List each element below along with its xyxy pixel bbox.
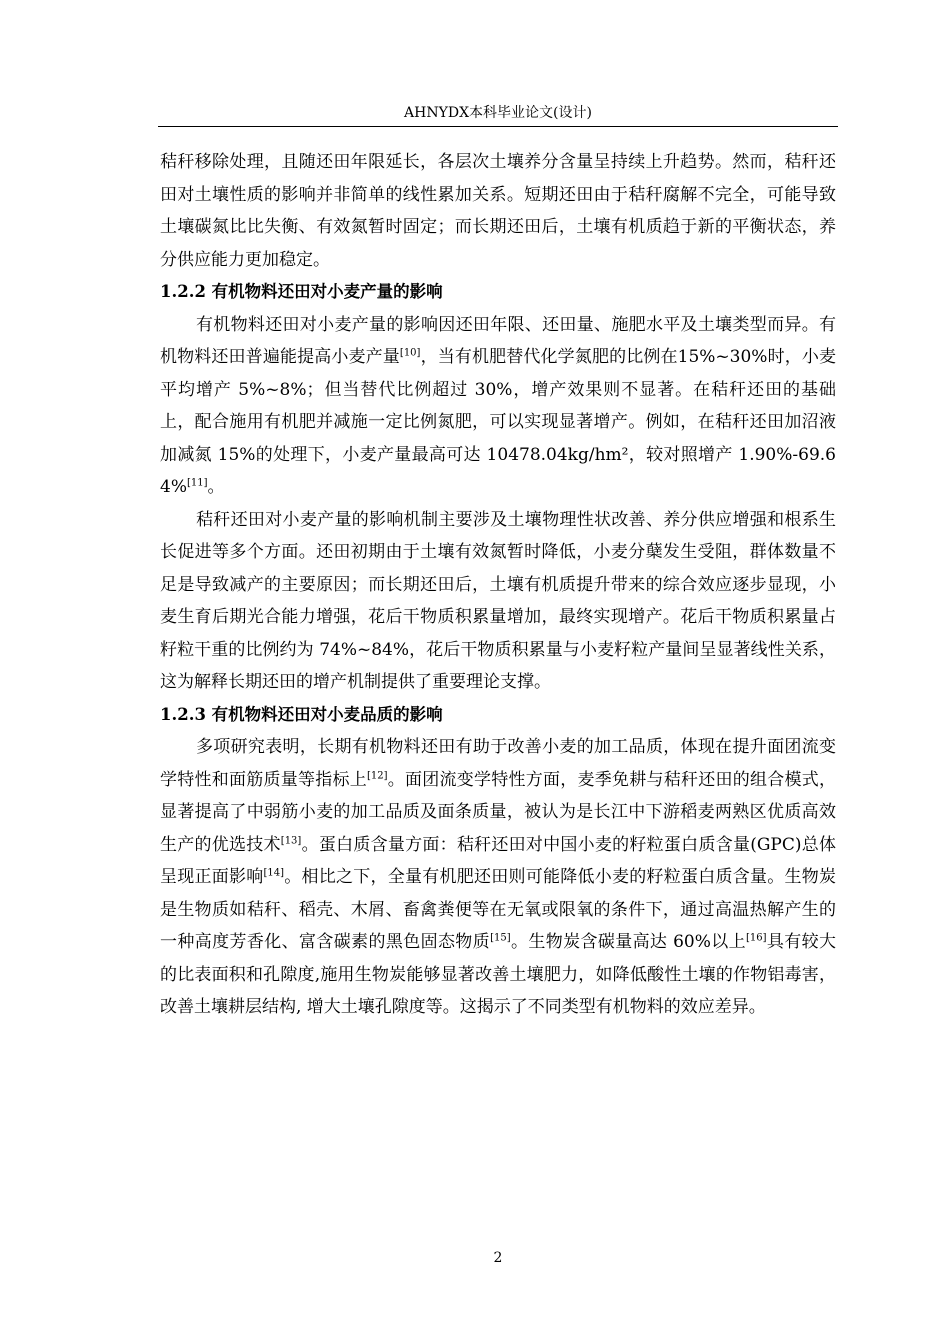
body-text [160,146,836,1024]
paragraph-text: 。 [207,477,225,497]
page-number: 2 [493,1250,503,1266]
paragraph-text: 。蛋白质含量方面：秸秆还田对中国小麦的籽粒蛋白质含量(GPC)总体呈现正面影响 [160,834,837,887]
paragraph-text: 。相比之下，全量有机肥还田则可能降低小麦的籽粒蛋白质含量。生物炭是生物质如秸秆、稻壳、木屑、畜禽粪便等在无氧或限氧的条件下，通过高温热解产生的一种高度芳香化、富含碳素的黑色固态物质 [160,867,837,952]
paragraph-text: 。面团流变学特性方面，麦季免耕与秸秆还田的组合模式，显著提高了中弱筋小麦的加工品质及面条质量，被认为是长江中下游稻麦两熟区优质高效生产的优选技术 [160,769,837,855]
paragraph-quality [160,731,836,1024]
citation-16: [16] [745,932,767,944]
paragraph-text: 有机物料还田对小麦产量的影响因还田年限、还田量、施肥水平及土壤类型而异。有机物料还田普遍能提高小麦产量 [160,314,836,367]
citation-15: [15] [490,932,511,944]
paragraph-text: 具有较大的比表面积和孔隙度,施用生物炭能够显著改善土壤肥力，如降低酸性土壤的作物铝毒害，改善土壤耕层结构, 增大土壤孔隙度等。这揭示了不同类型有机物料的效应差异。 [160,932,837,1017]
paragraph-text: 多项研究表明，长期有机物料还田有助于改善小麦的加工品质，体现在提升面团流变学特性和面筋质量等指标上 [160,737,836,790]
section-heading-1-2-2: 1.2.2 有机物料还田对小麦产量的影响 [160,282,443,301]
header-rule [158,126,838,127]
paragraph-text: ，当有机肥替代化学氮肥的比例在15%~30%时，小麦平均增产 5%~8%；但当替代比例超过 30%，增产效果则不显著。在秸秆还田的基础上，配合施用有机肥并减施一定比例氮肥，可以实现显著增产。例如，在秸秆还田加沼液加减氮 15%的处理下，小麦产量最高可达 10478.04kg/hm²，较对照增产 1.90%-69.64% [160,347,836,497]
citation-11: [11] [186,477,208,489]
citation-12: [12] [367,769,388,781]
paragraph-text: 。生物炭含碳量高达 60%以上 [510,932,746,952]
running-header: AHNYDX本科毕业论文(设计) [404,105,592,121]
paragraph-yield [160,309,836,504]
paragraph-continuation: 秸秆移除处理，且随还田年限延长，各层次土壤养分含量呈持续上升趋势。然而，秸秆还田对土壤性质的影响并非简单的线性累加关系。短期还田由于秸秆腐解不完全，可能导致土壤碳氮比比失衡、有效氮暂时固定；而长期还田后，土壤有机质趋于新的平衡状态，养分供应能力更加稳定。 [160,152,836,270]
paragraph-mechanism: 秸秆还田对小麦产量的影响机制主要涉及土壤物理性状改善、养分供应增强和根系生长促进等多个方面。还田初期由于土壤有效氮暂时降低，小麦分蘖发生受阻，群体数量不足是导致减产的主要原因；而长期还田后，土壤有机质提升带来的综合效应逐步显现，小麦生育后期光合能力增强，花后干物质积累量增加，最终实现增产。花后干物质积累量占籽粒干重的比例约为 74%~84%，花后干物质积累量与小麦籽粒产量间呈显著线性关系，这为解释长期还田的增产机制提供了重要理论支撑。 [160,509,836,692]
citation-10: [10] [399,347,421,359]
citation-14: [14] [263,867,285,879]
citation-13: [13] [280,834,302,846]
section-heading-1-2-3: 1.2.3 有机物料还田对小麦品质的影响 [160,704,443,724]
